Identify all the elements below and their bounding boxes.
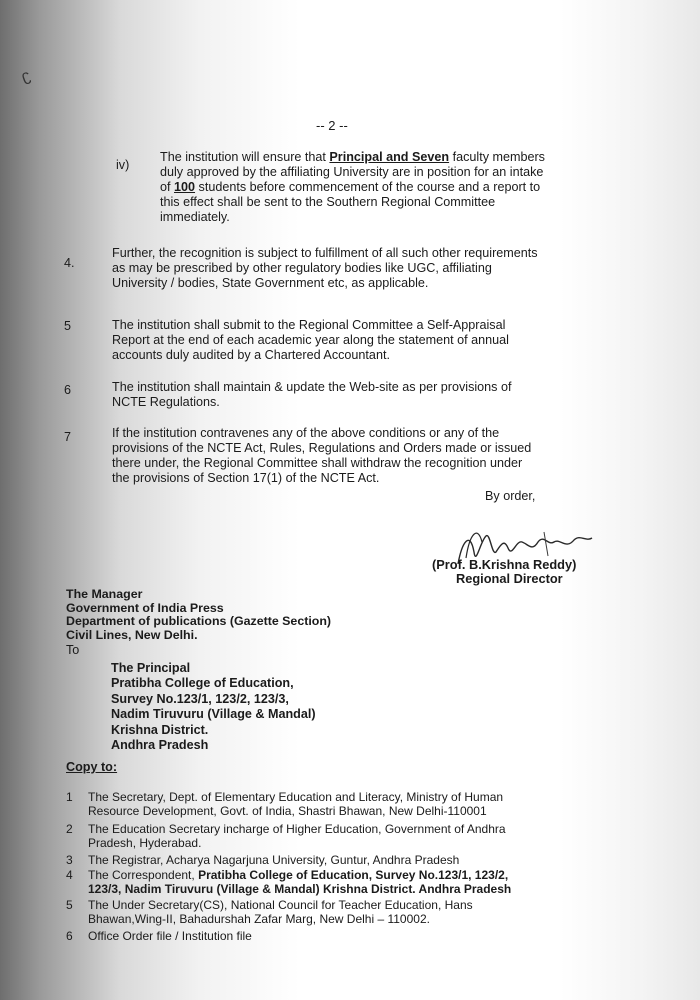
page-number: -- 2 -- [316, 118, 348, 133]
paragraph-5-text: The institution shall submit to the Regional Committee a Self-Appraisal Report at the end of each academic year along the statement of annual accounts duly audited by a Chartered Accountant. [112, 318, 509, 362]
signatory-title: Regional Director [456, 571, 563, 586]
stray-ink-mark: ʗ [19, 67, 33, 86]
paragraph-6-text: The institution shall maintain & update the Web-site as per provisions of NCTE Regulations. [112, 380, 512, 409]
copy-item-number: 3 [66, 853, 73, 867]
copy-item-5: The Under Secretary(CS), National Council for Teacher Education, Hans Bhawan,Wing-II, Bahadurshah Zafar Marg, New Delhi – 110002. [88, 898, 473, 926]
condition-iv-text: The institution will ensure that Principal and Seven faculty members duly approved by the affiliating University are in position for an intake of 100 students before commencement of the course and a report to this effect shall be sent to the Southern Regional Committee immediately. [160, 150, 545, 224]
copy-to-heading: Copy to: [66, 760, 118, 774]
paragraph-4-text: Further, the recognition is subject to fulfillment of all such other requirements as may be prescribed by other regulatory bodies like UGC, affiliating University / bodies, State Government etc, as applicable. [112, 246, 538, 290]
paragraph-number: 7 [64, 430, 72, 444]
copy-item-3: The Registrar, Acharya Nagarjuna University, Guntur, Andhra Pradesh [88, 853, 460, 867]
copy-item-4: The Correspondent, Pratibha College of Education, Survey No.123/1, 123/2, 123/3, Nadim Tiruvuru (Village & Mandal) Krishna District. Andhra Pradesh [88, 868, 512, 896]
copy-item-number: 1 [66, 790, 73, 804]
recipient-block: The Principal Pratibha College of Education, Survey No.123/1, 123/2, 123/3, Nadim Tiruvuru (Village & Mandal) Krishna District. Andhra Pradesh [111, 661, 316, 753]
condition-number: iv) [116, 158, 130, 172]
copy-item-number: 6 [66, 929, 73, 943]
copy-item-1: The Secretary, Dept. of Elementary Education and Literacy, Ministry of Human Resource Development, Govt. of India, Shastri Bhawan, New Delhi-110001 [88, 790, 504, 818]
by-order-text: By order, [485, 489, 536, 503]
paragraph-number: 6 [64, 383, 72, 397]
copy-item-2: The Education Secretary incharge of Higher Education, Government of Andhra Pradesh, Hyderabad. [88, 822, 506, 850]
intake-count-highlight: 100 [174, 180, 196, 194]
paragraph-7-text: If the institution contravenes any of the above conditions or any of the provisions of the NCTE Act, Rules, Regulations and Orders made or issued there under, the Regional Committee shall withdraw the recognition under the provisions of Section 17(1) of the NCTE Act. [112, 426, 532, 485]
principal-and-seven-highlight: Principal and Seven [329, 150, 450, 164]
paragraph-number: 5 [64, 319, 72, 333]
copy-item-number: 4 [66, 868, 73, 882]
addressee-block: The Manager Government of India Press Department of publications (Gazette Section) Civil Lines, New Delhi. [66, 587, 332, 642]
paragraph-number: 4. [64, 256, 75, 270]
copy-item-number: 2 [66, 822, 73, 836]
copy-item-6: Office Order file / Institution file [88, 929, 252, 943]
copy-item-number: 5 [66, 898, 73, 912]
signatory-name: (Prof. B.Krishna Reddy) [432, 557, 577, 572]
to-label: To [66, 643, 80, 657]
